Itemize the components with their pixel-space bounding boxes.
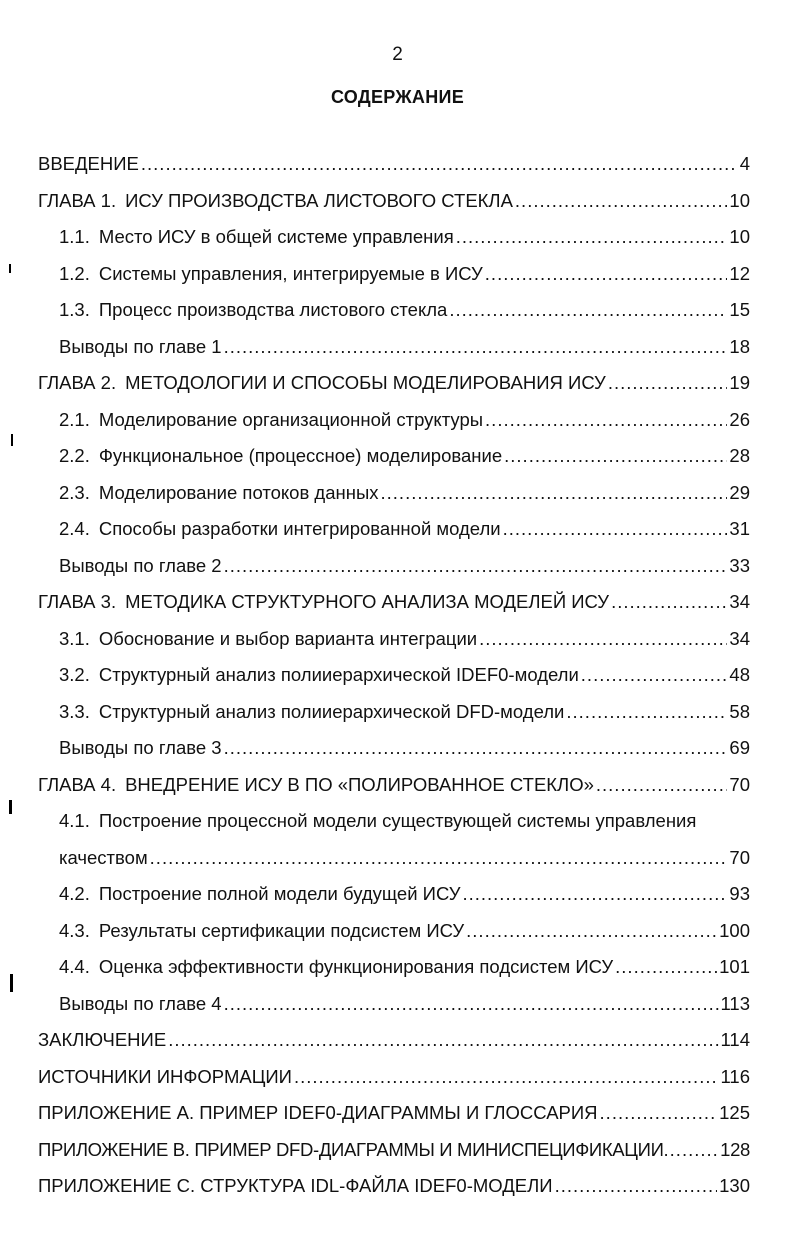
- dot-leader: [566, 694, 727, 731]
- page-title: СОДЕРЖАНИЕ: [330, 87, 465, 107]
- toc-entry-title: Выводы по главе 3: [59, 737, 222, 758]
- toc-section-number: 2.1.: [59, 408, 90, 430]
- toc-entry-title: Моделирование организационной структуры: [98, 408, 484, 430]
- toc-entry-section-3-1[interactable]: [38, 621, 750, 658]
- toc-page-number: 130: [719, 1175, 750, 1196]
- toc-page-number: 15: [729, 299, 750, 320]
- toc-page-number: 26: [729, 408, 750, 430]
- scan-mark: [9, 264, 11, 273]
- dot-leader: [224, 730, 728, 767]
- toc-chapter-number: ГЛАВА 1.: [38, 189, 117, 211]
- dot-leader: [224, 329, 728, 366]
- dot-leader: [466, 913, 717, 950]
- dot-leader: [581, 657, 728, 694]
- scan-mark: [10, 974, 13, 992]
- toc-entry-title: Построение полной модели будущей ИСУ: [98, 883, 461, 904]
- dot-leader: [596, 767, 728, 804]
- toc-page-number: 101: [719, 956, 750, 977]
- toc-section-number: 1.3.: [59, 299, 90, 320]
- toc-section-number: 1.2.: [59, 262, 90, 284]
- toc-page-number: 10: [729, 189, 750, 211]
- dot-leader: [504, 438, 727, 475]
- toc-section-number: 2.3.: [59, 481, 90, 503]
- toc-page-number: 33: [729, 554, 750, 576]
- toc-page-number: 70: [729, 773, 750, 795]
- toc-entry-appendix-b[interactable]: [38, 1132, 750, 1169]
- toc-entry-title: ПРИЛОЖЕНИЕ А. ПРИМЕР IDEF0-ДИАГРАММЫ И ГЛОССАРИЯ: [38, 1102, 598, 1123]
- toc-entry-section-2-1[interactable]: [38, 402, 750, 439]
- toc-page-number: 12: [729, 262, 750, 284]
- toc-page-number: 34: [729, 627, 750, 649]
- toc-page-number: 114: [720, 1029, 750, 1050]
- dot-leader: [600, 1095, 718, 1132]
- toc-page-number: 28: [729, 445, 750, 466]
- dot-leader: [456, 219, 728, 256]
- toc-entry-section-4-1-continued[interactable]: [38, 840, 750, 877]
- toc-entry-title: ИСТОЧНИКИ ИНФОРМАЦИИ: [38, 1065, 292, 1087]
- toc-section-number: 3.3.: [59, 700, 90, 722]
- dot-leader: [485, 256, 728, 293]
- toc-page-number: 93: [729, 883, 750, 904]
- toc-entry-introduction[interactable]: [38, 146, 750, 183]
- toc-section-number: 2.4.: [59, 518, 90, 539]
- toc-entry-title: Выводы по главе 4: [59, 992, 222, 1014]
- toc-page-number: 113: [720, 992, 750, 1014]
- toc-entry-conclusions-3[interactable]: [38, 730, 750, 767]
- toc-chapter-number: ГЛАВА 3.: [38, 591, 117, 612]
- toc-entry-title: Функциональное (процессное) моделирование: [98, 445, 503, 466]
- dot-leader: [168, 1022, 718, 1059]
- toc-page-number: 29: [729, 481, 750, 503]
- toc-page-number: 100: [719, 919, 750, 941]
- toc-entry-title: Выводы по главе 2: [59, 554, 222, 576]
- toc-page-number: 31: [729, 518, 750, 539]
- toc-chapter-number: ГЛАВА 2.: [38, 372, 117, 393]
- toc-page-number: 34: [729, 591, 750, 612]
- toc-entry-conclusions-1[interactable]: [38, 329, 750, 366]
- toc-section-number: 1.1.: [59, 226, 90, 247]
- toc-entry-title: Системы управления, интегрируемые в ИСУ: [98, 262, 483, 284]
- toc-page-number: 69: [729, 737, 750, 758]
- toc-page-number: 10: [729, 226, 750, 247]
- toc-chapter-number: ГЛАВА 4.: [38, 773, 117, 795]
- toc-entry-section-3-2[interactable]: [38, 657, 750, 694]
- toc-entry-title: ВНЕДРЕНИЕ ИСУ В ПО «ПОЛИРОВАННОЕ СТЕКЛО»: [125, 773, 594, 795]
- toc-entry-section-4-3[interactable]: [38, 913, 750, 950]
- toc-entry-title: Способы разработки интегрированной модели: [98, 518, 501, 539]
- toc-entry-title: ВВЕДЕНИЕ: [38, 153, 139, 174]
- toc-entry-section-4-2[interactable]: [38, 876, 750, 913]
- toc-entry-title: Результаты сертификации подсистем ИСУ: [98, 919, 465, 941]
- toc-entry-chapter-1[interactable]: [38, 183, 750, 220]
- toc-entry-title: Процесс производства листового стекла: [98, 299, 448, 320]
- dot-leader: [150, 840, 728, 877]
- dot-leader: [608, 365, 728, 402]
- toc-entry-section-4-4[interactable]: [38, 949, 750, 986]
- dot-leader: [224, 548, 728, 585]
- toc-entry-title: Структурный анализ полииерархической IDEF0-модели: [98, 664, 579, 685]
- toc-entry-title: Оценка эффективности функционирования подсистем ИСУ: [98, 956, 614, 977]
- toc-section-number: 2.2.: [59, 445, 90, 466]
- toc-section-number: 3.2.: [59, 664, 90, 685]
- toc-page-number: 116: [720, 1065, 750, 1087]
- toc-page-number: 125: [719, 1102, 750, 1123]
- toc-entry-section-2-2[interactable]: [38, 438, 750, 475]
- toc-entry-sources[interactable]: [38, 1059, 750, 1096]
- toc-page-number: 18: [729, 335, 750, 357]
- toc-page-number: 48: [729, 664, 750, 685]
- toc-section-number: 4.4.: [59, 956, 90, 977]
- dot-leader: [141, 146, 738, 183]
- toc-entry-title: Моделирование потоков данных: [98, 481, 379, 503]
- dot-leader: [555, 1168, 718, 1205]
- toc-entry-title: Место ИСУ в общей системе управления: [98, 226, 454, 247]
- dot-leader: [503, 511, 728, 548]
- toc-entry-conclusions-2[interactable]: [38, 548, 750, 585]
- toc-page-number: 128: [720, 1138, 750, 1160]
- toc-section-number: 4.1.: [59, 810, 90, 831]
- toc-entry-section-1-1[interactable]: [38, 219, 750, 256]
- toc-entry-title: Построение процессной модели существующей системы управления: [98, 810, 697, 831]
- dot-leader: [449, 292, 727, 329]
- page-number: 2: [392, 44, 403, 65]
- toc-entry-title: ПРИЛОЖЕНИЕ С. СТРУКТУРА IDL-ФАЙЛА IDEF0-МОДЕЛИ: [38, 1175, 553, 1196]
- toc-page-number: 19: [729, 372, 750, 393]
- dot-leader: [611, 584, 727, 621]
- dot-leader: [615, 949, 717, 986]
- toc-entry-title: Структурный анализ полииерархической DFD-модели: [98, 700, 565, 722]
- toc-entry-conclusion[interactable]: [38, 1022, 750, 1059]
- toc-entry-section-4-1[interactable]: [38, 803, 750, 840]
- toc-section-number: 4.2.: [59, 883, 90, 904]
- toc-entry-conclusions-4[interactable]: [38, 986, 750, 1023]
- toc-entry-title: ПРИЛОЖЕНИЕ В. ПРИМЕР DFD-ДИАГРАММЫ И МИНИСПЕЦИФИКАЦИИ: [38, 1138, 664, 1160]
- toc-entry-title: Выводы по главе 1: [59, 335, 222, 357]
- dot-leader: [479, 621, 727, 658]
- toc-entry-title-continued: качеством: [59, 846, 148, 868]
- toc-entry-chapter-4[interactable]: [38, 767, 750, 804]
- dot-leader: [224, 986, 719, 1023]
- dot-leader: [485, 402, 727, 439]
- toc-entry-chapter-2[interactable]: [38, 365, 750, 402]
- toc-entry-section-1-2[interactable]: [38, 256, 750, 293]
- dot-leader: [515, 183, 728, 220]
- scan-mark: [11, 434, 13, 446]
- toc-entry-title: МЕТОДИКА СТРУКТУРНОГО АНАЛИЗА МОДЕЛЕЙ ИСУ: [125, 591, 610, 612]
- toc-entry-section-3-3[interactable]: [38, 694, 750, 731]
- toc-entry-section-2-3[interactable]: [38, 475, 750, 512]
- toc-section-number: 4.3.: [59, 919, 90, 941]
- toc-entry-title: МЕТОДОЛОГИИ И СПОСОБЫ МОДЕЛИРОВАНИЯ ИСУ: [125, 372, 606, 393]
- dot-leader: [294, 1059, 719, 1096]
- dot-leader: [462, 876, 727, 913]
- toc-entry-appendix-a[interactable]: [38, 1095, 750, 1132]
- toc-entry-title: ИСУ ПРОИЗВОДСТВА ЛИСТОВОГО СТЕКЛА: [125, 189, 513, 211]
- toc-entry-appendix-c[interactable]: [38, 1168, 750, 1205]
- toc-entry-title: Обоснование и выбор варианта интеграции: [98, 627, 478, 649]
- toc-section-number: 3.1.: [59, 627, 90, 649]
- toc-entry-section-1-3[interactable]: [38, 292, 750, 329]
- scan-mark: [9, 800, 12, 814]
- toc-page-number: 58: [729, 700, 750, 722]
- toc-page-number: 4: [739, 153, 750, 174]
- dot-leader: [664, 1132, 721, 1169]
- toc-page-number: 70: [729, 846, 750, 868]
- dot-leader: [381, 475, 728, 512]
- table-of-contents: [38, 146, 750, 1205]
- toc-entry-chapter-3[interactable]: [38, 584, 750, 621]
- toc-entry-title: ЗАКЛЮЧЕНИЕ: [38, 1029, 167, 1050]
- toc-entry-section-2-4[interactable]: [38, 511, 750, 548]
